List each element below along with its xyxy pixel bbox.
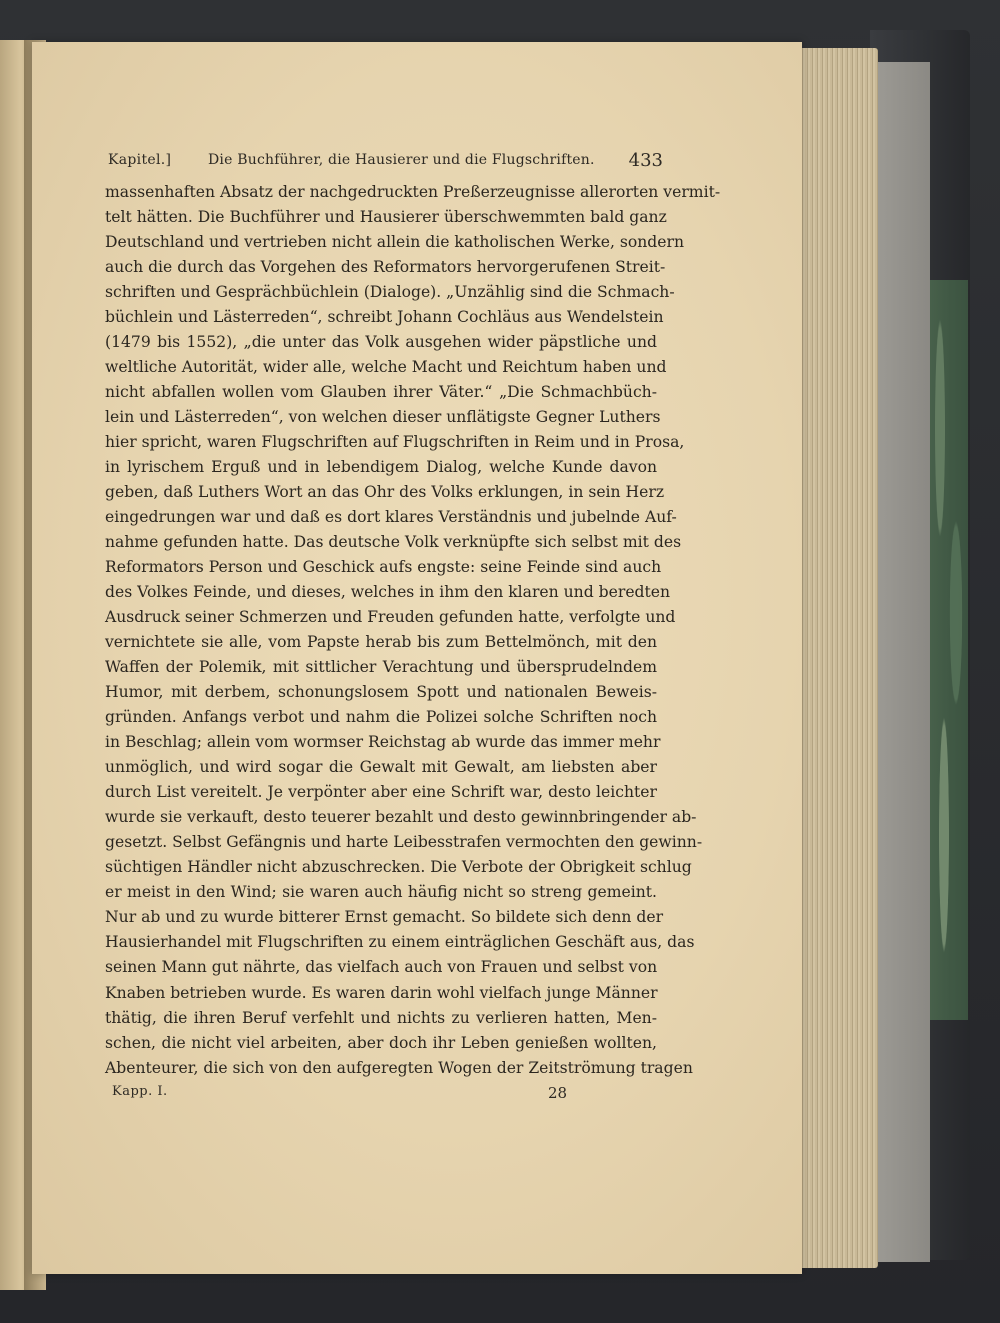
text-line: Reformators Person und Geschick aufs engste: seine Feinde sind auch — [105, 558, 662, 577]
page-stack-shadow — [876, 62, 930, 1262]
page-header — [108, 146, 663, 178]
text-line: er meist in den Wind; sie waren auch häufig nicht so streng gemeint. — [105, 883, 657, 902]
text-line: Hausierhandel mit Flugschriften zu einem einträglichen Geschäft aus, das — [105, 933, 695, 952]
running-title: Die Buchführer, die Hausierer und die Flugschriften. — [208, 152, 595, 168]
page-number: 433 — [628, 150, 663, 171]
text-line: unmöglich, und wird sogar die Gewalt mit Gewalt, am liebsten aber — [105, 758, 657, 777]
text-line: auch die durch das Vorgehen des Reformators hervorgerufenen Streit- — [105, 258, 666, 277]
chapter-label: Kapitel.] — [108, 152, 172, 168]
text-line: seinen Mann gut nährte, das vielfach auch von Frauen und selbst von — [105, 958, 658, 977]
text-line: Waffen der Polemik, mit sittlicher Verachtung und übersprudelndem — [105, 658, 657, 677]
text-line: durch List vereitelt. Je verpönter aber eine Schrift war, desto leichter — [105, 783, 657, 802]
text-line: telt hätten. Die Buchführer und Hausierer überschwemmten bald ganz — [105, 208, 667, 227]
text-line: gesetzt. Selbst Gefängnis und harte Leibesstrafen vermochten den gewinn- — [105, 833, 703, 852]
text-line: lein und Lästerreden“, von welchen dieser unflätigste Gegner Luthers — [105, 408, 661, 427]
text-line: (1479 bis 1552), „die unter das Volk ausgehen wider päpstliche und — [105, 333, 657, 352]
text-line: schriften und Gesprächbüchlein (Dialoge). „Unzählig sind die Schmach- — [105, 283, 675, 302]
sheet-number: 28 — [548, 1084, 568, 1102]
text-line: nicht abfallen wollen vom Glauben ihrer Väter.“ „Die Schmachbüch- — [105, 383, 657, 402]
text-line: Ausdruck seiner Schmerzen und Freuden gefunden hatte, verfolgte und — [105, 608, 676, 627]
text-line: in lyrischem Erguß und in lebendigem Dialog, welche Kunde davon — [105, 458, 657, 477]
text-line: Humor, mit derbem, schonungslosem Spott und nationalen Beweis- — [105, 683, 657, 702]
text-line: des Volkes Feinde, und dieses, welches in ihm den klaren und beredten — [105, 583, 671, 602]
text-line: Deutschland und vertrieben nicht allein die katholischen Werke, sondern — [105, 233, 685, 252]
text-line: eingedrungen war und daß es dort klares Verständnis und jubelnde Auf- — [105, 508, 677, 527]
text-line: schen, die nicht viel arbeiten, aber doch ihr Leben genießen wollten, — [105, 1033, 657, 1052]
text-line: vernichtete sie alle, vom Papste herab bis zum Bettelmönch, mit den — [105, 633, 657, 652]
text-line: thätig, die ihren Beruf verfehlt und nichts zu verlieren hatten, Men- — [105, 1008, 657, 1027]
text-line: massenhaften Absatz der nachgedruckten Preßerzeugnisse allerorten vermit- — [105, 183, 721, 201]
text-line: Nur ab und zu wurde bitterer Ernst gemacht. So bildete sich denn der — [105, 908, 664, 927]
printer-signature: Kapp. I. — [112, 1084, 168, 1099]
text-line: Knaben betrieben wurde. Es waren darin wohl vielfach junge Männer — [105, 983, 658, 1002]
text-line: gründen. Anfangs verbot und nahm die Polizei solche Schriften noch — [105, 708, 657, 727]
body-text — [105, 180, 721, 1081]
text-line: hier spricht, waren Flugschriften auf Flugschriften in Reim und in Prosa, — [105, 433, 685, 452]
marbled-endpaper — [928, 280, 968, 1020]
text-line: wurde sie verkauft, desto teuerer bezahlt und desto gewinnbringender ab- — [105, 808, 697, 827]
page-stack-edges — [800, 48, 878, 1268]
text-line: in Beschlag; allein vom wormser Reichstag ab wurde das immer mehr — [105, 733, 661, 752]
text-line: nahme gefunden hatte. Das deutsche Volk verknüpfte sich selbst mit des — [105, 533, 682, 552]
text-line: süchtigen Händler nicht abzuschrecken. Die Verbote der Obrigkeit schlug — [105, 858, 692, 877]
text-line: Abenteurer, die sich von den aufgeregten Wogen der Zeitströmung tragen — [105, 1058, 693, 1077]
text-line: geben, daß Luthers Wort an das Ohr des Volks erklungen, in sein Herz — [105, 483, 665, 502]
text-line: büchlein und Lästerreden“, schreibt Johann Cochläus aus Wendelstein — [105, 308, 664, 327]
text-line: weltliche Autorität, wider alle, welche Macht und Reichtum haben und — [105, 358, 667, 377]
page-footer — [112, 1082, 632, 1106]
